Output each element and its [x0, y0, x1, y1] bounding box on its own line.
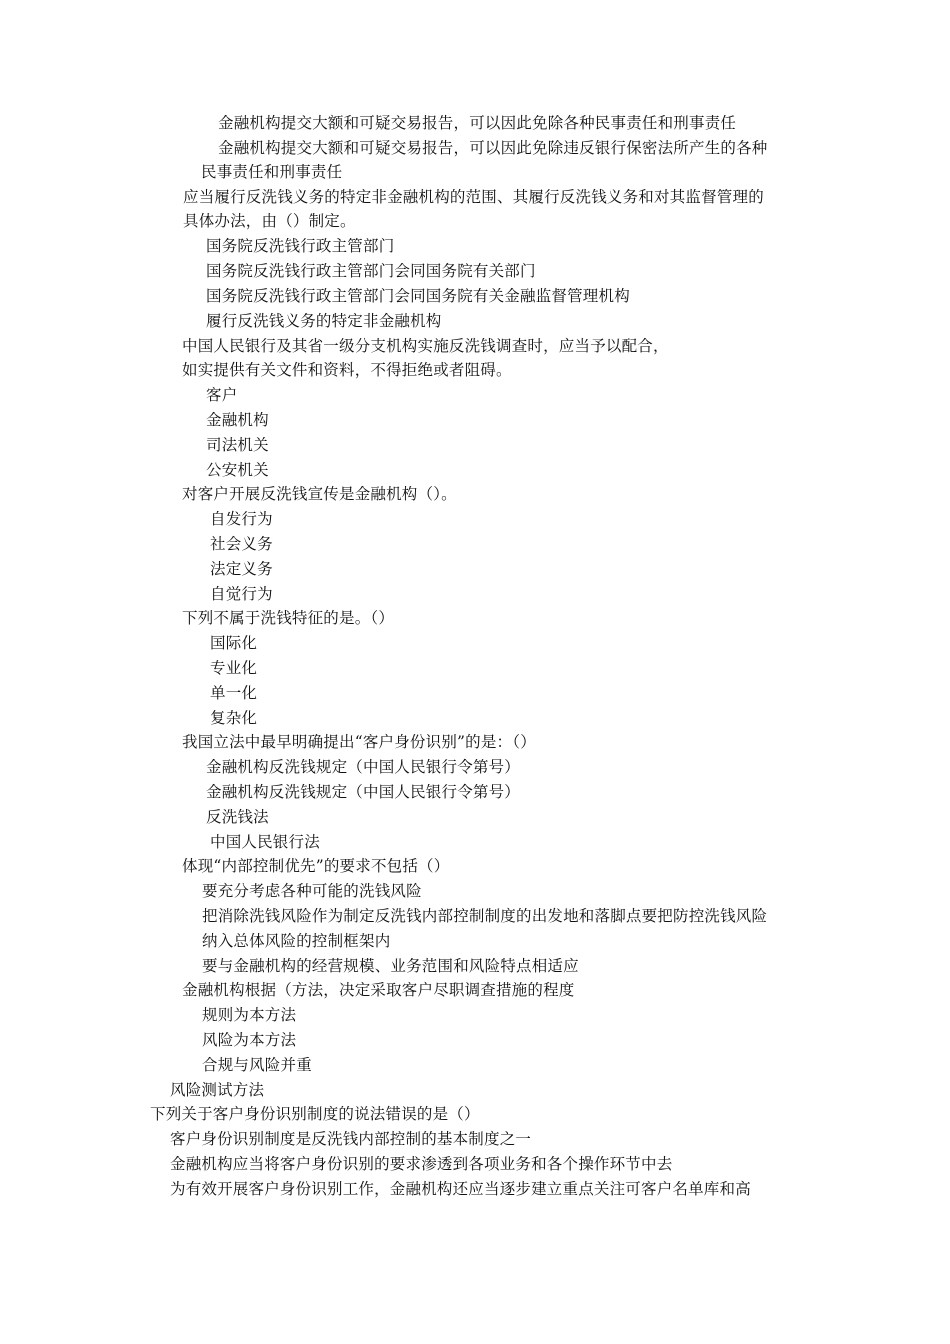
text-line: 金融机构根据（方法，决定采取客户尽职调查措施的程度 [182, 981, 575, 999]
text-line: 规则为本方法 [202, 1006, 297, 1024]
text-line: 要充分考虑各种可能的洗钱风险 [202, 882, 422, 900]
text-line: 专业化 [210, 659, 258, 677]
text-line: 金融机构提交大额和可疑交易报告，可以因此免除各种民事责任和刑事责任 [218, 114, 737, 132]
text-line: 公安机关 [206, 461, 269, 479]
text-line: 我国立法中最早明确提出“客户身份识别”的是：（） [182, 733, 536, 751]
text-line: 下列不属于洗钱特征的是。（） [182, 609, 395, 627]
text-line: 金融机构反洗钱规定（中国人民银行令第号） [206, 758, 521, 776]
text-line: 国务院反洗钱行政主管部门会同国务院有关部门 [206, 262, 536, 280]
text-line: 民事责任和刑事责任 [201, 163, 343, 181]
text-line: 社会义务 [210, 535, 273, 553]
text-line: 纳入总体风险的控制框架内 [202, 932, 391, 950]
text-line: 金融机构应当将客户身份识别的要求渗透到各项业务和各个操作环节中去 [170, 1155, 673, 1173]
text-line: 单一化 [210, 684, 258, 702]
text-line: 中国人民银行法 [210, 833, 320, 851]
text-line: 为有效开展客户身份识别工作，金融机构还应当逐步建立重点关注可客户名单库和高 [170, 1180, 751, 1198]
text-line: 客户身份识别制度是反洗钱内部控制的基本制度之一 [170, 1130, 532, 1148]
text-line: 对客户开展反洗钱宣传是金融机构（）。 [182, 485, 457, 503]
text-line: 自发行为 [210, 510, 273, 528]
text-line: 复杂化 [210, 709, 258, 727]
text-line: 把消除洗钱风险作为制定反洗钱内部控制制度的出发地和落脚点要把防控洗钱风险 [202, 907, 768, 925]
text-line: 合规与风险并重 [202, 1056, 312, 1074]
text-line: 金融机构反洗钱规定（中国人民银行令第号） [206, 783, 521, 801]
text-line: 履行反洗钱义务的特定非金融机构 [206, 312, 442, 330]
text-line: 国务院反洗钱行政主管部门会同国务院有关金融监督管理机构 [206, 287, 630, 305]
text-line: 反洗钱法 [206, 808, 269, 826]
text-line: 下列关于客户身份识别制度的说法错误的是（） [150, 1105, 480, 1123]
text-line: 自觉行为 [210, 585, 273, 603]
text-line: 应当履行反洗钱义务的特定非金融机构的范围、其履行反洗钱义务和对其监督管理的 [183, 188, 764, 206]
text-line: 要与金融机构的经营规模、业务范围和风险特点相适应 [202, 957, 579, 975]
text-line: 司法机关 [206, 436, 269, 454]
text-line: 金融机构提交大额和可疑交易报告，可以因此免除违反银行保密法所产生的各种 [218, 139, 768, 157]
text-line: 国务院反洗钱行政主管部门 [206, 237, 395, 255]
text-line: 风险测试方法 [170, 1081, 265, 1099]
text-line: 法定义务 [210, 560, 273, 578]
text-line: 如实提供有关文件和资料，不得拒绝或者阻碍。 [182, 361, 512, 379]
text-line: 国际化 [210, 634, 258, 652]
text-line: 金融机构 [206, 411, 269, 429]
text-line: 具体办法，由（）制定。 [183, 212, 356, 230]
text-line: 体现“内部控制优先”的要求不包括（） [182, 857, 450, 875]
text-line: 客户 [206, 386, 238, 404]
text-line: 风险为本方法 [202, 1031, 297, 1049]
text-line: 中国人民银行及其省一级分支机构实施反洗钱调查时，应当予以配合， [182, 337, 669, 355]
